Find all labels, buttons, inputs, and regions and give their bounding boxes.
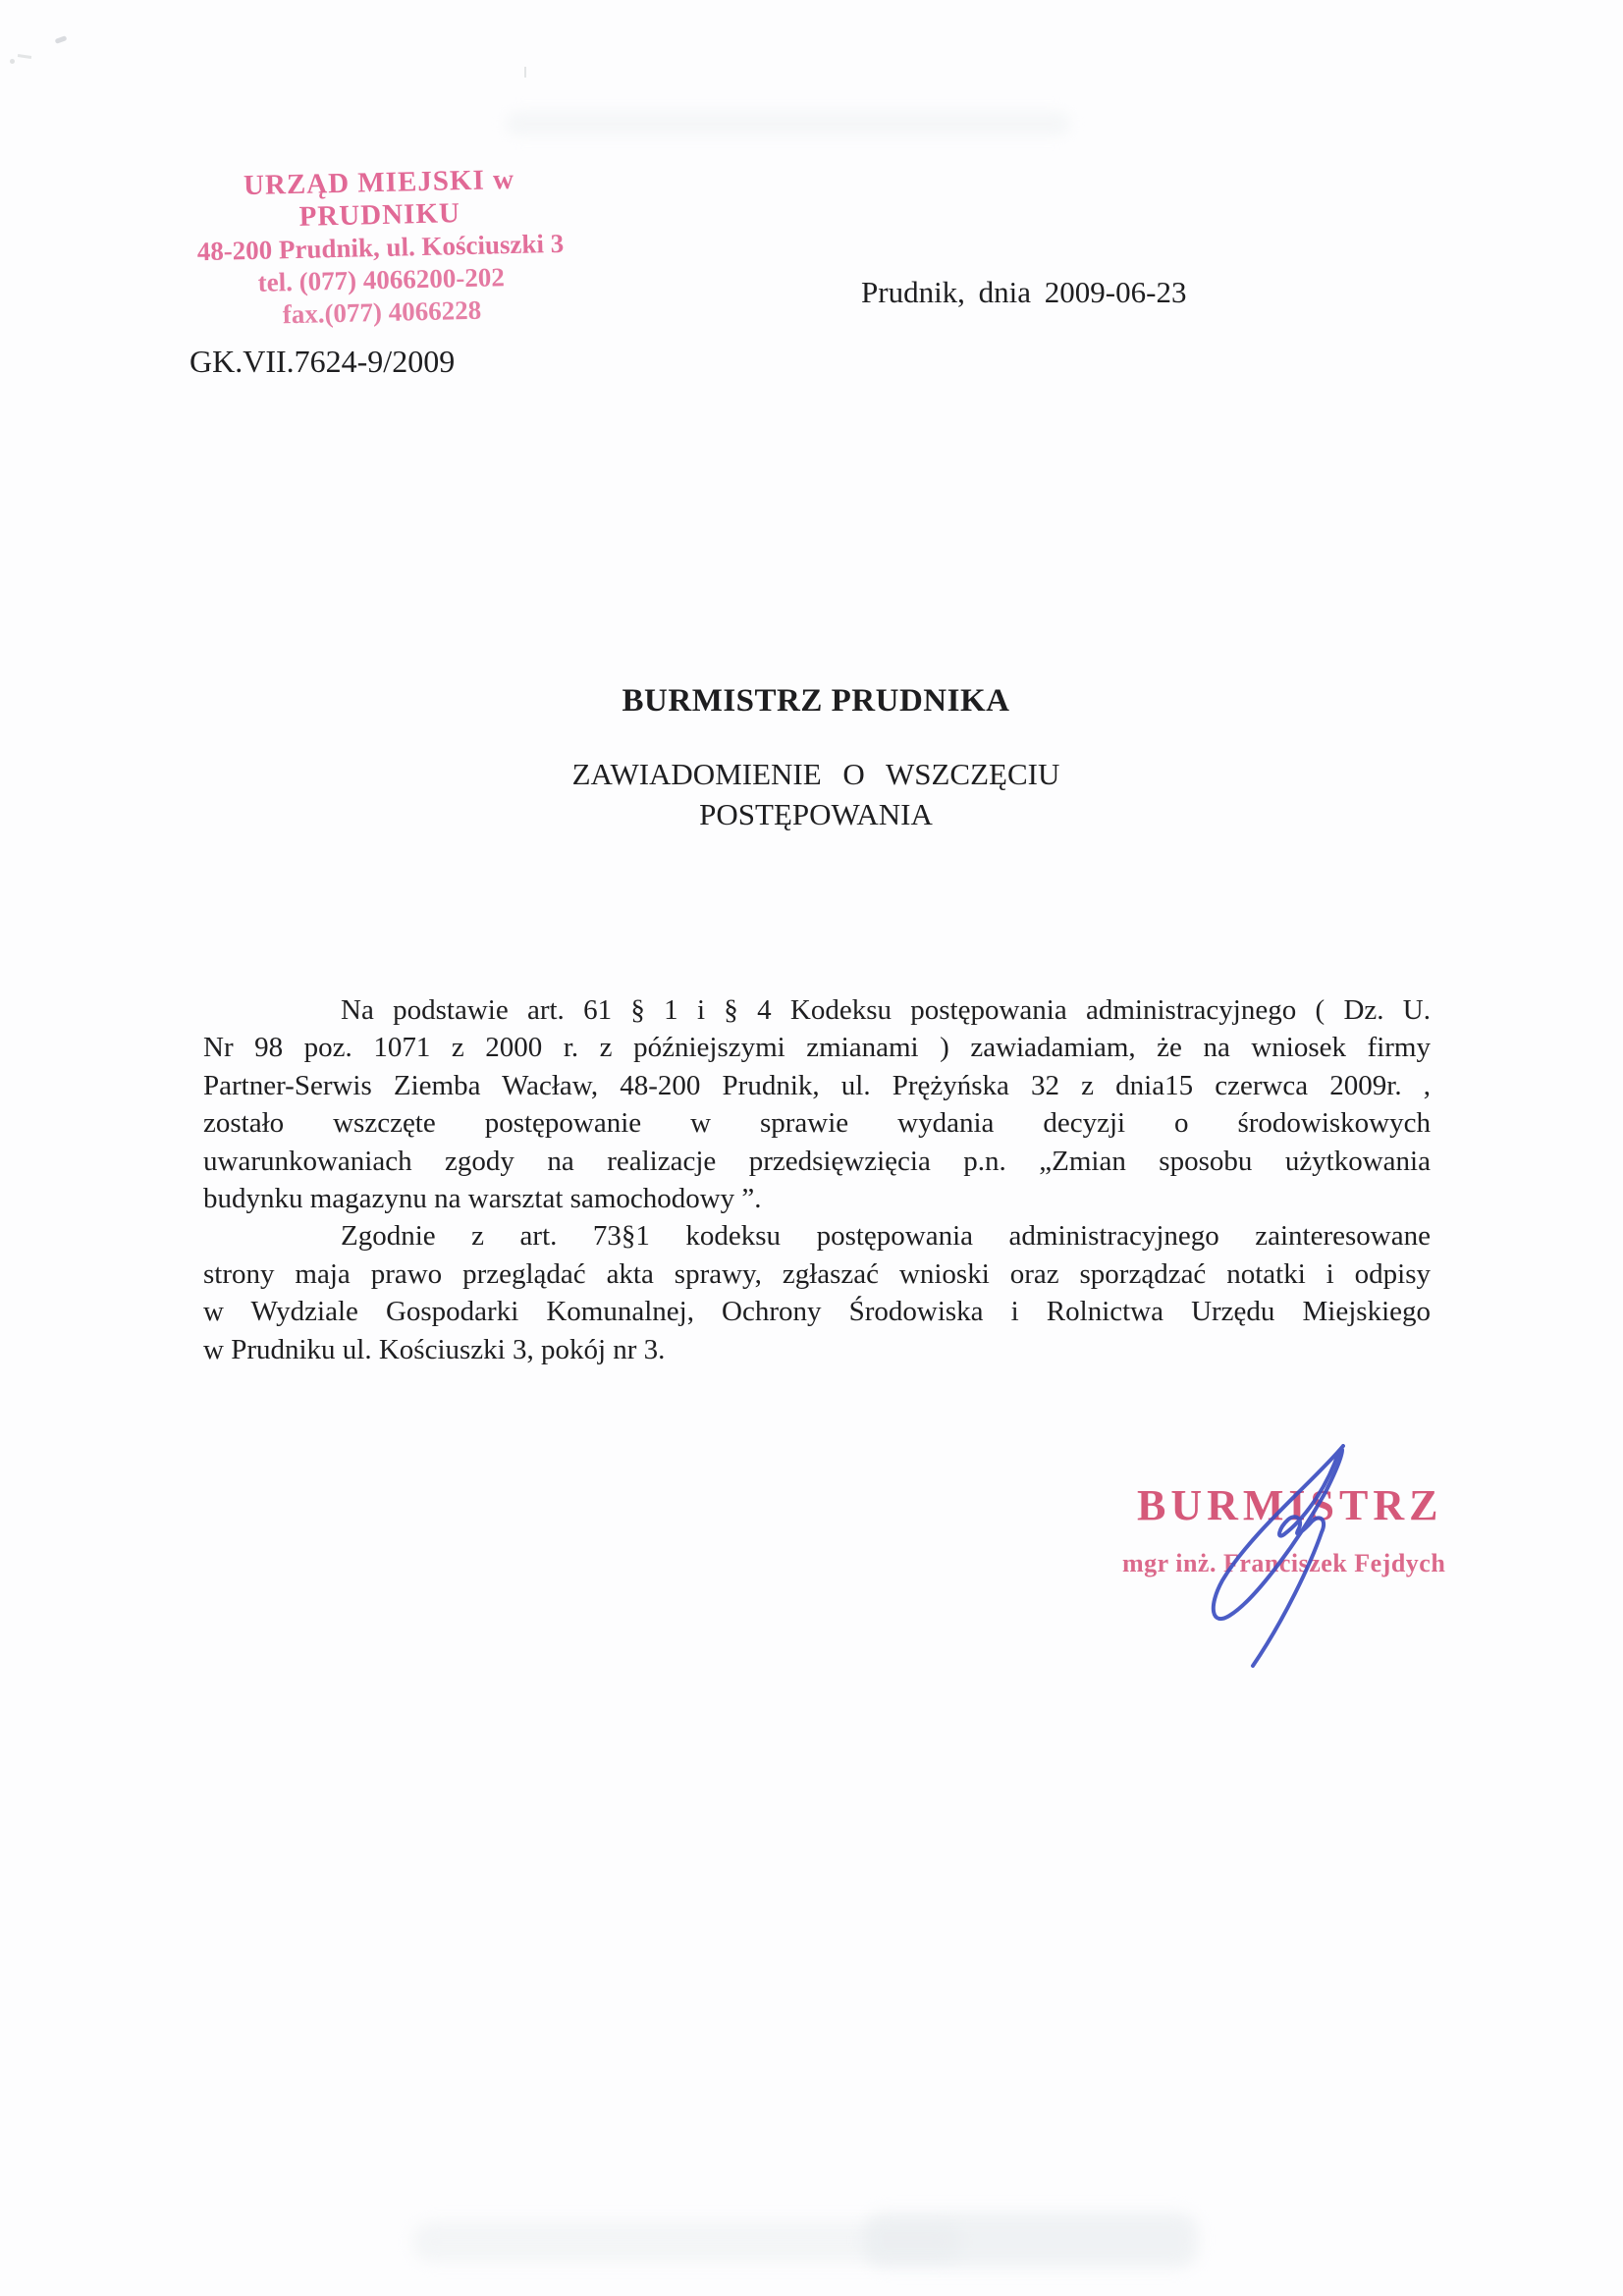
body-line: Partner-Serwis Ziemba Wacław, 48-200 Prudnik, ul. Prężyńska 32 z dnia15 czerwca 2009r. ,	[203, 1069, 1431, 1101]
body-line: zostało wszczęte postępowanie w sprawie wydania decyzji o środowiskowych	[203, 1107, 1431, 1140]
document-subtitle	[203, 754, 1429, 834]
body-line: Zgodnie z art. 73§1 kodeksu postępowania administracyjnego zainteresowane	[341, 1220, 1431, 1253]
body-line: w Wydziale Gospodarki Komunalnej, Ochrony Środowiska i Rolnictwa Urzędu Miejskiego	[203, 1296, 1431, 1328]
subtitle-line-1: ZAWIADOMIENIE O WSZCZĘCIU	[571, 757, 1060, 791]
body-line: strony maja prawo przeglądać akta sprawy, zgłaszać wnioski oraz sporządzać notatki i odpisy	[203, 1257, 1431, 1290]
scan-speck	[524, 67, 526, 78]
mayor-name-stamp: mgr inż. Franciszek Fejdych	[1122, 1549, 1446, 1577]
scan-ghost-band-top	[506, 112, 1070, 135]
stamp-office-phone: tel. (077) 4066200-202	[257, 262, 506, 297]
scan-ghost-band-bottom-right	[864, 2213, 1198, 2268]
body-line: w Prudniku ul. Kościuszki 3, pokój nr 3.	[203, 1333, 666, 1365]
reference-number: GK.VII.7624-9/2009	[189, 344, 456, 379]
scan-speck	[55, 35, 68, 44]
issuer-title: BURMISTRZ PRUDNIKA	[622, 683, 1010, 719]
letter-body	[203, 991, 1431, 1368]
place-and-date: Prudnik, dnia 2009-06-23	[861, 275, 1187, 309]
scan-speck	[18, 54, 31, 59]
body-line: Nr 98 poz. 1071 z 2000 r. z późniejszymi zmianami ) zawiadamiam, że na wniosek firmy	[203, 1032, 1431, 1064]
stamp-office-name: URZĄD MIEJSKI w PRUDNIKU	[243, 163, 515, 233]
stamp-office-fax: fax.(077) 4066228	[282, 294, 482, 330]
scan-ghost-band-bottom	[412, 2222, 962, 2262]
stamp-office-address: 48-200 Prudnik, ul. Kościuszki 3	[196, 228, 565, 267]
office-address-stamp	[194, 163, 567, 333]
body-line: budynku magazynu na warsztat samochodowy ”.	[203, 1182, 762, 1214]
body-line: Na podstawie art. 61 § 1 i § 4 Kodeksu postępowania administracyjnego ( Dz. U.	[341, 994, 1431, 1026]
handwritten-signature-icon	[1178, 1418, 1375, 1683]
mayor-title-stamp: BURMISTRZ	[1137, 1481, 1443, 1529]
subtitle-line-2: POSTĘPOWANIA	[699, 797, 933, 831]
scan-speck	[10, 59, 15, 64]
body-line: uwarunkowaniach zgody na realizacje przedsięwzięcia p.n. „Zmian sposobu użytkowania	[203, 1145, 1431, 1177]
